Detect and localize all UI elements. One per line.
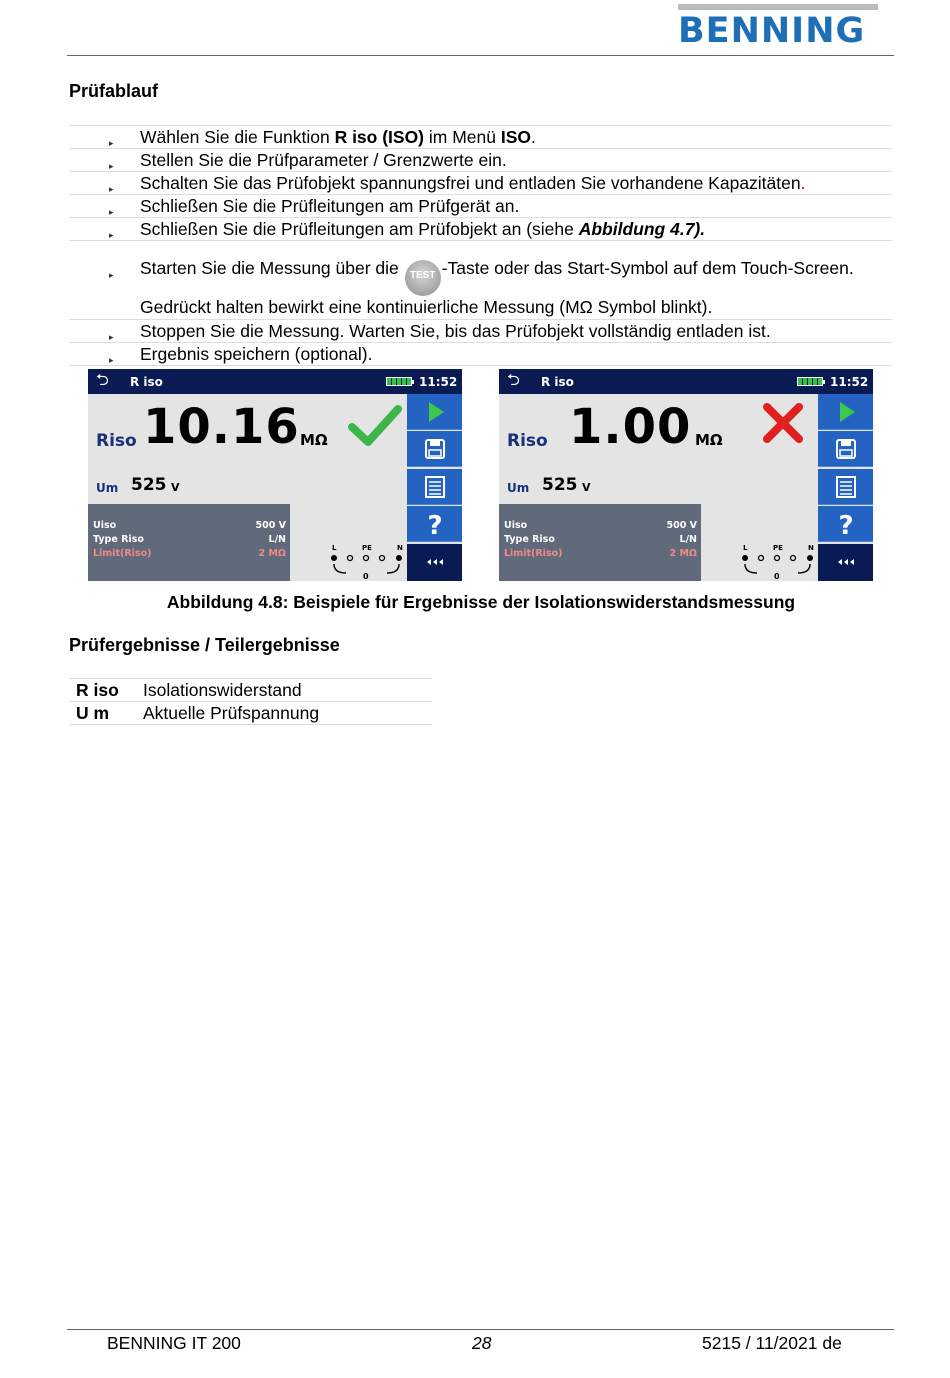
back-icon[interactable]: ⮌ <box>507 370 520 389</box>
step-text <box>69 149 892 171</box>
device-screen-pass <box>88 369 462 581</box>
step-item <box>69 218 892 241</box>
parameter-value: 2 MΩ <box>258 548 286 559</box>
step-text <box>69 343 892 365</box>
parameter-value: L/N <box>268 534 286 545</box>
procedure-steps <box>69 125 892 366</box>
terminal-l-label: L <box>743 544 748 552</box>
help-button[interactable] <box>818 506 873 542</box>
parameter-label: Uiso <box>93 520 117 531</box>
svg-text:?: ? <box>426 511 443 542</box>
main-result-label: Riso <box>507 431 548 451</box>
bullet-icon: ▸ <box>109 355 114 365</box>
result-key: U m <box>76 703 110 723</box>
save-button[interactable] <box>818 431 873 467</box>
step-text <box>69 218 892 240</box>
side-toolbar <box>818 394 873 581</box>
step-text-part: Schließen Sie die Prüfleitungen am Prüfgerät an. <box>140 196 520 216</box>
help-button[interactable] <box>407 506 462 542</box>
header-rule <box>67 55 894 56</box>
result-description: Aktuelle Prüfspannung <box>143 703 320 723</box>
step-text <box>69 320 892 342</box>
step-text-part: Stellen Sie die Prüfparameter / Grenzwerte ein. <box>140 150 507 170</box>
step-text-part: Schalten Sie das Prüfobjekt spannungsfrei und entladen Sie vorhandene Kapazitäten <box>140 173 801 193</box>
bullet-icon: ▸ <box>109 207 114 217</box>
result-row <box>69 702 432 725</box>
save-button[interactable] <box>407 431 462 467</box>
um-value: 525 <box>542 475 578 495</box>
step-text <box>69 126 892 148</box>
um-label: Um <box>96 481 119 495</box>
parameter-row <box>504 534 697 545</box>
screen-time: 11:52 <box>830 375 869 389</box>
step-text-part: R iso (ISO) <box>334 127 425 147</box>
parameter-label: Limit(Riso) <box>93 548 152 559</box>
screen-title: R iso <box>541 375 574 389</box>
terminal-n-label: N <box>397 544 403 552</box>
step-text-part: Ergebnis speichern (optional). <box>140 344 373 364</box>
step-text-part: . <box>800 173 806 193</box>
screen-header <box>499 369 873 394</box>
step-text-part: . <box>531 127 536 147</box>
step-text-part: ISO <box>500 127 531 147</box>
list-button[interactable] <box>818 469 873 505</box>
result-key: R iso <box>76 680 119 700</box>
screen-time: 11:52 <box>419 375 458 389</box>
footer-product: BENNING IT 200 <box>107 1333 241 1353</box>
parameter-row <box>504 548 697 559</box>
footer-doc-number: 5215 / 11/2021 de <box>702 1333 842 1353</box>
parameter-label: Type Riso <box>93 534 144 545</box>
parameter-label: Uiso <box>504 520 528 531</box>
step-text <box>69 195 892 217</box>
parameter-panel[interactable] <box>88 504 290 581</box>
main-result-unit: MΩ <box>300 431 328 449</box>
step-text <box>69 257 892 319</box>
step-item <box>69 343 892 366</box>
terminal-pe-label: PE <box>362 544 372 552</box>
parameter-row <box>504 520 697 531</box>
parameter-label: Limit(Riso) <box>504 548 563 559</box>
step-item <box>69 195 892 218</box>
check-icon <box>346 397 402 453</box>
bullet-icon: ▸ <box>109 270 114 280</box>
logo-text: BENNING <box>678 11 866 51</box>
step-text-part: im Menü <box>424 127 501 147</box>
step-text-part: Schließen Sie die Prüfleitungen am Prüfobjekt an (siehe <box>140 219 579 239</box>
um-unit: V <box>171 481 180 494</box>
terminal-diagram <box>326 543 406 581</box>
um-value: 525 <box>131 475 167 495</box>
step-item <box>69 241 892 320</box>
back-arrows-icon <box>828 565 864 581</box>
um-label: Um <box>507 481 530 495</box>
main-result-unit: MΩ <box>695 431 723 449</box>
parameter-value: L/N <box>679 534 697 545</box>
step-item <box>69 172 892 195</box>
back-icon[interactable]: ⮌ <box>96 370 109 389</box>
device-screen-fail <box>499 369 873 581</box>
bullet-icon: ▸ <box>109 161 114 171</box>
step-text-part: -Taste oder das Start-Symbol auf dem Touch-Screen. Gedrückt halten bewirkt eine kontinuierliche Messung (MΩ Symbol blinkt). <box>140 258 854 317</box>
step-text <box>69 172 892 194</box>
cross-icon <box>757 397 813 453</box>
bullet-icon: ▸ <box>109 184 114 194</box>
step-item <box>69 320 892 343</box>
bullet-icon: ▸ <box>109 138 114 148</box>
play-button[interactable] <box>407 394 462 430</box>
step-text-part: Starten Sie die Messung über die <box>140 258 404 278</box>
parameter-row <box>93 534 286 545</box>
benning-logo <box>678 4 878 50</box>
logo-bar <box>678 4 878 10</box>
terminal-diagram <box>737 543 817 581</box>
screen-title: R iso <box>130 375 163 389</box>
main-result-label: Riso <box>96 431 137 451</box>
um-unit: V <box>582 481 591 494</box>
side-toolbar <box>407 394 462 581</box>
back-arrows-icon <box>417 565 453 581</box>
footer-rule <box>67 1329 894 1330</box>
figure-caption: Abbildung 4.8: Beispiele für Ergebnisse der Isolationswiderstandsmessung <box>166 592 796 612</box>
step-text-part: Wählen Sie die Funktion <box>140 127 335 147</box>
terminal-pe-label: PE <box>773 544 783 552</box>
parameter-value: 500 V <box>666 520 697 531</box>
step-text-part: Abbildung 4.7). <box>578 219 706 239</box>
terminal-n-label: N <box>808 544 814 552</box>
bullet-icon: ▸ <box>109 332 114 342</box>
parameter-label: Type Riso <box>504 534 555 545</box>
step-item <box>69 149 892 172</box>
screen-header <box>88 369 462 394</box>
battery-icon <box>797 377 823 386</box>
terminal-bottom-label: 0 <box>774 572 780 581</box>
results-title: Prüfergebnisse / Teilergebnisse <box>69 635 340 655</box>
play-button[interactable] <box>818 394 873 430</box>
parameter-row <box>93 548 286 559</box>
page-number: 28 <box>472 1333 492 1353</box>
bullet-icon: ▸ <box>109 230 114 240</box>
list-button[interactable] <box>407 469 462 505</box>
terminal-l-label: L <box>332 544 337 552</box>
parameter-row <box>93 520 286 531</box>
parameter-value: 500 V <box>255 520 286 531</box>
result-description: Isolationswiderstand <box>143 680 302 700</box>
step-text-part: Stoppen Sie die Messung. Warten Sie, bis das Prüfobjekt vollständig entladen ist. <box>140 321 771 341</box>
back-arrows-button[interactable] <box>407 544 462 581</box>
results-table <box>69 678 432 725</box>
step-item <box>69 126 892 149</box>
parameter-value: 2 MΩ <box>669 548 697 559</box>
main-result-value: 10.16 <box>143 399 300 455</box>
svg-text:?: ? <box>837 511 854 542</box>
back-arrows-button[interactable] <box>818 544 873 581</box>
test-key-icon: TEST <box>405 260 441 296</box>
parameter-panel[interactable] <box>499 504 701 581</box>
terminal-bottom-label: 0 <box>363 572 369 581</box>
main-result-value: 1.00 <box>569 399 692 455</box>
battery-icon <box>386 377 412 386</box>
section-title: Prüfablauf <box>69 81 159 101</box>
result-row <box>69 679 432 702</box>
